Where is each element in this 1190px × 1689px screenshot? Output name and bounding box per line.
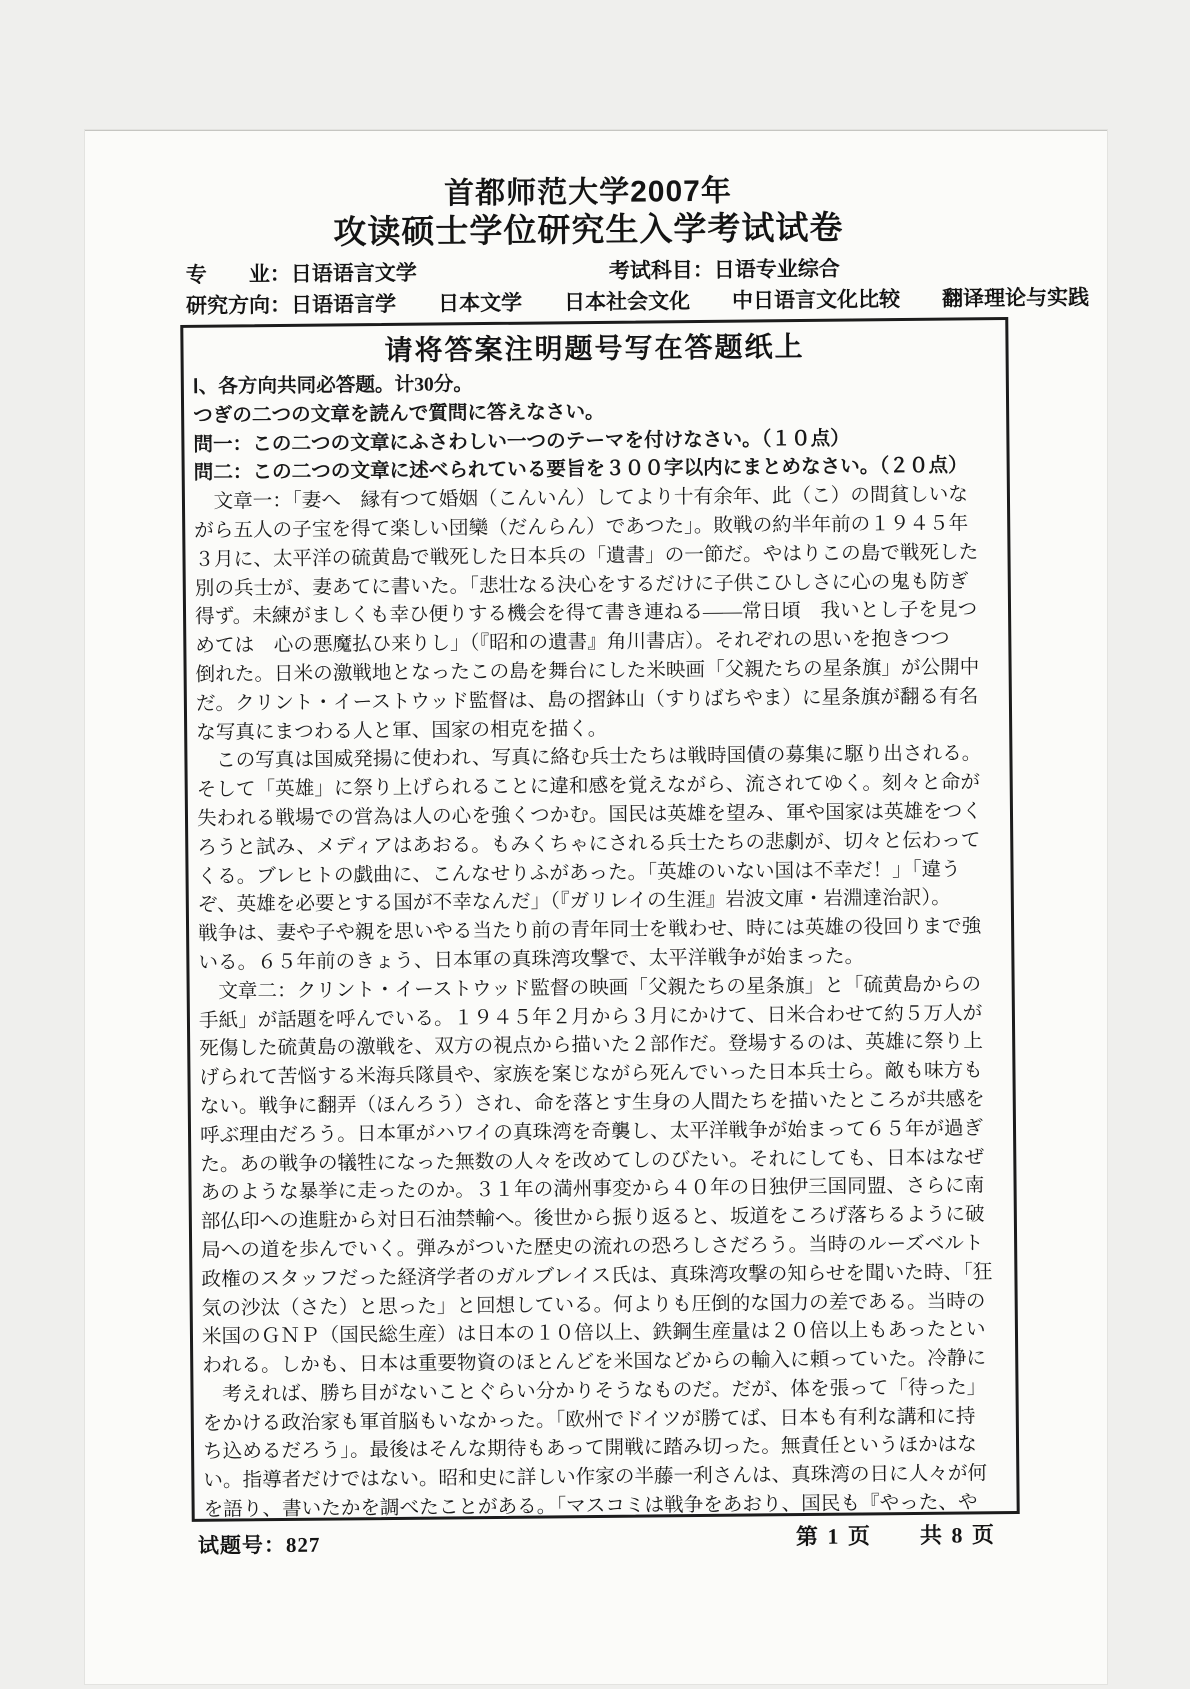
- body-text-line: 部仏印への進駐から対日石油禁輸へ。後世から振り返ると、坂道をころげ落ちるように破: [200, 1204, 985, 1233]
- body-text-line: 倒れた。日米の激戦地となったこの島を舞台にした米映画「父親たちの星条旗」が公開中: [195, 657, 980, 686]
- body-text-line: 失われる戦場での営為は人の心を強くつかむ。国民は英雄を望み、軍や国家は英雄をつく: [196, 801, 983, 830]
- body-text-line: 考えれば、勝ち目がないことぐらい分かりそうなものだ。だが、体を張って「待った」: [202, 1377, 987, 1406]
- body-text-line: 文章二：クリント・イーストウッド監督の映画「父親たちの星条旗」と「硫黄島からの: [198, 974, 982, 1003]
- page-indicator: 第 1 页 共 8 页: [795, 1522, 997, 1550]
- body-text-line: 問二：この二つの文章に述べられている要旨を３００字以内にまとめなさい。（２０点）: [193, 455, 968, 485]
- body-text-line: だ。クリント・イーストウッド監督は、島の摺鉢山（すりばちやま）に星条旗が翻る有名: [195, 686, 979, 715]
- body-text-line: Ⅰ、各方向共同必答题。计30分。: [192, 374, 474, 398]
- body-text-line: 政権のスタッフだった経済学者のガルブレイス氏は、真珠湾攻撃の知らせを聞いた時、「狂: [201, 1261, 993, 1291]
- body-text-line: 米国のＧＮＰ（国民総生産）は日本の１０倍以上、鉄鋼生産量は２０倍以上もあったとい: [201, 1319, 986, 1349]
- subject-value: 日语专业综合: [713, 257, 840, 282]
- body-text-line: めては 心の悪魔払ひ来りし」（『昭和の遺書』角川書店）。それぞれの思いを抱きつつ: [195, 628, 950, 658]
- major-field: [186, 257, 417, 289]
- research-direction-value: 日语语言学 日本文学 日本社会文化 中日语言文化比较 翻译理论与实践: [290, 286, 1090, 317]
- body-text-line: 別の兵士が、妻あてに書いた。「悲壮なる決心をするだけに子供こひしさに心の鬼も防ぎ: [194, 570, 969, 600]
- major-label: 专 业：: [185, 262, 291, 287]
- body-text-line: ３月に、太平洋の硫黄島で戦死した日本兵の「遺書」の一節だ。やはりこの島で戦死した: [194, 542, 979, 571]
- body-text-line: ない。戦争に翻弄（ほんろう）され、命を落とす生身の人間たちを描いたところが共感を: [199, 1089, 985, 1118]
- subject-label: 考试科目：: [608, 258, 714, 283]
- body-text-line: 気の沙汰（さた）と思った」と回想している。何よりも圧倒的な国力の差である。当時の: [201, 1290, 986, 1320]
- body-text-line: そして「英雄」に祭り上げられることに違和感を覚えながら、流されてゆく。刻々と命が: [196, 772, 981, 801]
- paper-number: 试题号：827: [197, 1532, 321, 1558]
- body-text-line: つぎの二つの文章を読んで質問に答えなさい。: [193, 401, 605, 427]
- subject-field: [609, 253, 840, 285]
- body-text-line: くる。ブレヒトの戯曲に、こんなせりふがあった。「英雄のいない国は不幸だ！」「違う: [197, 859, 961, 888]
- question-box: [180, 317, 1019, 1522]
- body-text-line: 局への道を歩んでいく。弾みがついた歴史の流れの恐ろしさだろう。当時のルーズベルト: [201, 1233, 984, 1262]
- body-text-line: をかける政治家も軍首脳もいなかった。「欧州でドイツが勝てば、日本も有利な講和に持: [202, 1406, 976, 1435]
- body-text-line: 死傷した硫黄島の激戦を、双方の視点から描いた２部作だ。登場するのは、英雄に祭り上: [199, 1031, 984, 1061]
- university-title: 首都师范大学2007年: [443, 174, 733, 211]
- body-text-line: いる。６５年前のきょう、日本軍の真珠湾攻撃で、太平洋戦争が始まった。: [198, 946, 865, 974]
- body-text-line: た。あの戦争の犠牲になった無数の人々を改めてしのびたい。それにしても、日本はなぜ: [200, 1146, 985, 1176]
- exam-title: 攻读硕士学位研究生入学考试试卷: [333, 208, 844, 251]
- body-text-line: 手紙」が話題を呼んでいる。１９４５年２月から３月にかけて、日米合わせて約５万人が: [198, 1002, 983, 1032]
- question-body-text: [193, 366, 1009, 1526]
- body-text-line: われる。しかも、日本は重要物資のほとんどを米国などからの輸入に頼っていた。冷静に: [202, 1348, 987, 1377]
- body-text-line: 戦争は、妻や子や親を思いやる当たり前の青年同士を戦わせ、時には英雄の役回りまで強: [198, 916, 982, 945]
- body-text-line: ろうと試み、メディアはあおる。もみくちゃにされる兵士たちの悲劇が、切々と伝わって: [197, 830, 981, 859]
- body-text-line: ち込めるだろう」。最後はそんな期待もあって開戦に踏み切った。無責任というほかはな: [202, 1434, 977, 1464]
- body-text-line: げられて苦悩する米海兵隊員や、家族を案じながら死んでいった日本兵士ら。敵も味方も: [199, 1060, 983, 1089]
- answer-sheet-notice: 请将答案注明题号写在答题纸上: [384, 330, 805, 367]
- body-text-line: この写真は国威発揚に使われ、写真に絡む兵士たちは戦時国債の募集に駆り出される。: [196, 743, 982, 773]
- research-direction-label: 研究方向：: [185, 293, 292, 318]
- body-text-line: 文章一：「妻へ 縁有つて婚姻（こんいん）してより十有余年、此（こ）の間貧しいな: [193, 484, 968, 514]
- body-text-line: がら五人の子宝を得て楽しい団欒（だんらん）であつた」。敗戦の約半年前の１９４５年: [194, 513, 969, 542]
- body-text-line: 呼ぶ理由だろう。日本軍がハワイの真珠湾を奇襲し、太平洋戦争が始まって６５年が過ぎ: [199, 1118, 984, 1147]
- body-text-line: 問一：この二つの文章にふさわしい一つのテーマを付けなさい。（１０点）: [193, 428, 850, 456]
- body-text-line: あのような暴挙に走ったのか。３１年の満州事変から４０年の日独伊三国同盟、さらに南: [200, 1175, 985, 1205]
- body-text-line: な写真にまつわる人と軍、国家の相克を描く。: [196, 718, 608, 744]
- major-value: 日语语言文学: [290, 261, 417, 286]
- body-text-line: ぞ、英雄を必要とする国が不幸なんだ」（『ガリレイの生涯』岩波文庫・岩淵達治訳）。: [197, 887, 951, 917]
- body-text-line: を語り、書いたかを調べたことがある。「マスコミは戦争をあおり、国民も『やった、や: [203, 1492, 978, 1521]
- body-text-line: 得ず。未練がましくも幸ひ便りする機会を得て書き連ねる――常日頃 我いとし子を見つ: [194, 599, 978, 629]
- body-text-line: い。指導者だけではない。昭和史に詳しい作家の半藤一利さんは、真珠湾の日に人々が何: [203, 1463, 988, 1493]
